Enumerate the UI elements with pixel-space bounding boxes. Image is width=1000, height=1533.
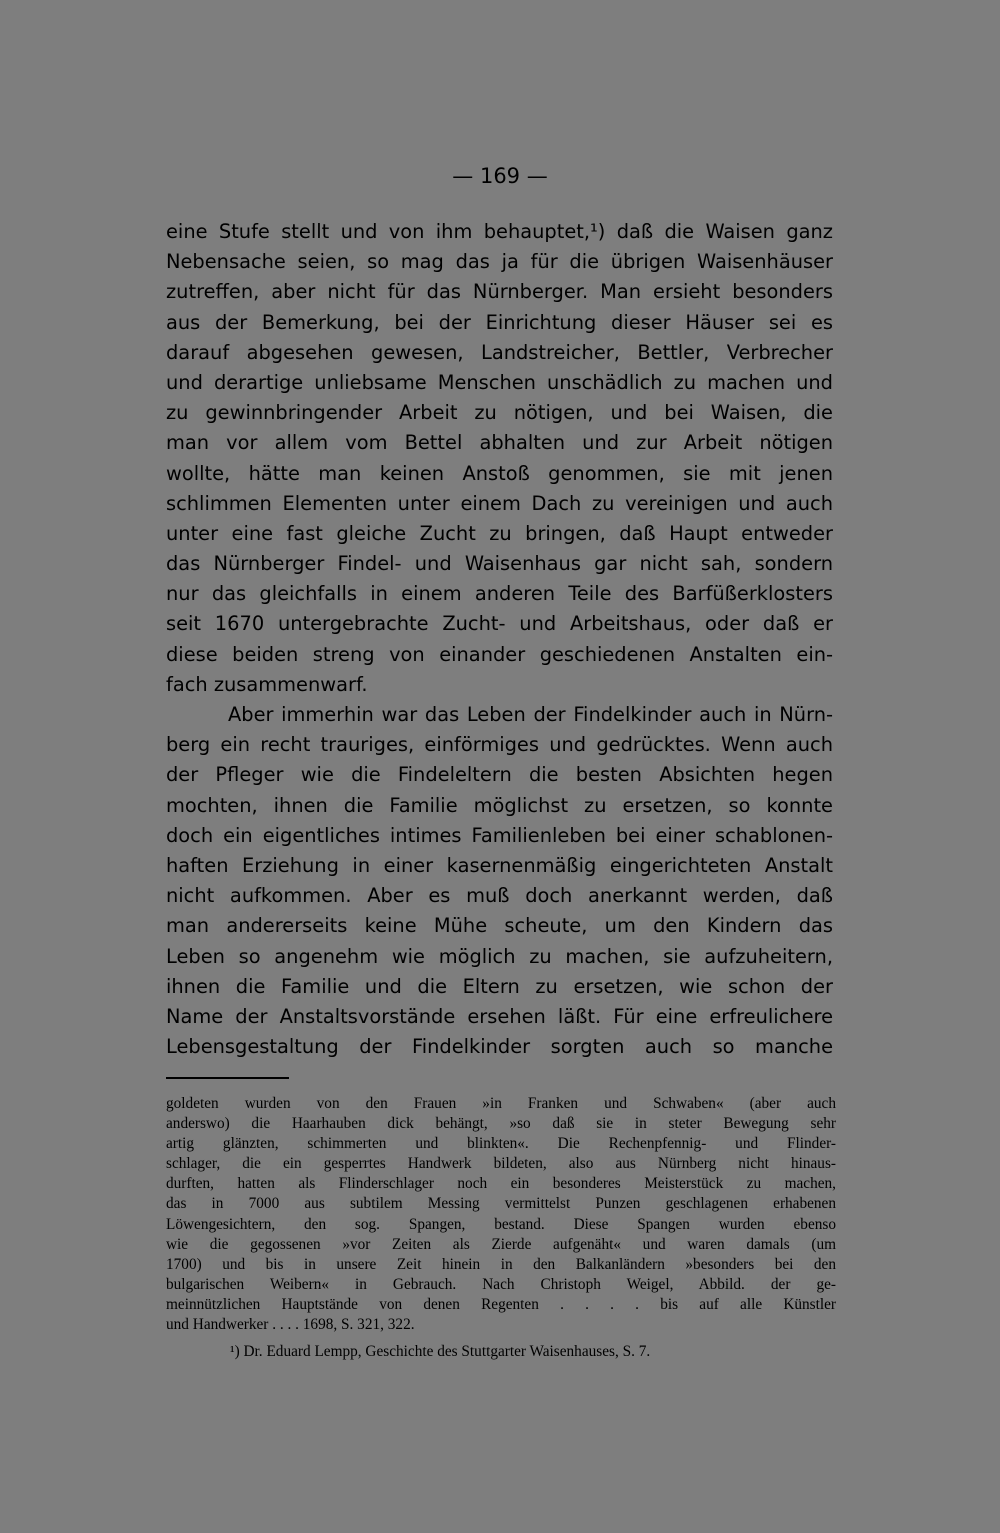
text-line: aus der Bemerkung, bei der Einrichtung dieser Häuser sei es <box>166 310 833 334</box>
text-line: und derartige unliebsame Menschen unschädlich zu machen und <box>166 370 833 394</box>
footnote-line: artig glänzten, schimmerten und blinkten«. Die Rechenpfennig- und Flinder- <box>166 1135 836 1153</box>
footnote-divider <box>166 1077 289 1079</box>
footnote-line: bulgarischen Weibern« in Gebrauch. Nach Christoph Weigel, Abbild. der ge- <box>166 1275 836 1293</box>
text-line: zu gewinnbringender Arbeit zu nötigen, und bei Waisen, die <box>166 401 833 425</box>
text-line: haften Erziehung in einer kasernenmäßig eingerichteten Anstalt <box>166 853 833 877</box>
text-line: nur das gleichfalls in einem anderen Teile des Barfüßerklosters <box>166 582 833 606</box>
text-line: der Pfleger wie die Findeleltern die besten Absichten hegen <box>166 763 833 787</box>
footnote-line: das in 7000 aus subtilem Messing vermittelst Punzen geschlagenen erhabenen <box>166 1195 836 1213</box>
footnote-line: schlager, die ein gesperrtes Handwerk bildeten, also aus Nürnberg nicht hinaus- <box>166 1155 836 1173</box>
text-line: fach zusammenwarf. <box>166 672 368 696</box>
text-line: wollte, hätte man keinen Anstoß genommen, sie mit jenen <box>166 461 833 485</box>
text-line: seit 1670 untergebrachte Zucht- und Arbeitshaus, oder daß er <box>166 612 833 636</box>
footnote-line: anderswo) die Haarhauben dick behängt, »so daß sie in steter Bewegung sehr <box>166 1115 836 1133</box>
page-number: — 169 — <box>452 164 548 188</box>
text-line: man vor allem vom Bettel abhalten und zur Arbeit nötigen <box>166 431 833 455</box>
text-line: eine Stufe stellt und von ihm behauptet,¹) daß die Waisen ganz <box>166 220 833 243</box>
footnote-line: goldeten wurden von den Frauen »in Franken und Schwaben« (aber auch <box>166 1095 836 1112</box>
footnote-line: meinnützlichen Hauptstände von denen Regenten . . . . bis auf alle Künstler <box>166 1295 836 1313</box>
footnote-line: durften, hatten als Flinderschlager noch ein besonderes Meisterstück zu machen, <box>166 1175 836 1193</box>
footnote-line: 1700) und bis in unsere Zeit hinein in den Balkanländern »besonders bei den <box>166 1255 836 1273</box>
text-line: schlimmen Elementen unter einem Dach zu vereinigen und auch <box>166 491 833 515</box>
text-line: darauf abgesehen gewesen, Landstreicher, Bettler, Verbrecher <box>166 340 833 364</box>
text-line: mochten, ihnen die Familie möglichst zu ersetzen, so konnte <box>166 793 833 817</box>
footnote-line: und Handwerker . . . . 1698, S. 321, 322. <box>166 1316 415 1334</box>
text-line: Name der Anstaltsvorstände ersehen läßt. Für eine erfreulichere <box>166 1004 833 1028</box>
footnote-line: wie die gegossenen »vor Zeiten als Zierde aufgenäht« und waren damals (um <box>166 1235 836 1253</box>
text-line: ihnen die Familie und die Eltern zu ersetzen, wie schon der <box>166 974 833 998</box>
footnotes-block <box>166 1094 836 1362</box>
text-line: Lebensgestaltung der Findelkinder sorgten auch so manche <box>166 1035 833 1059</box>
text-line: zutreffen, aber nicht für das Nürnberger. Man ersieht besonders <box>166 280 833 304</box>
text-line: unter eine fast gleiche Zucht zu bringen, daß Haupt entweder <box>166 521 833 545</box>
text-line: Aber immerhin war das Leben der Findelkinder auch in Nürn- <box>228 703 833 726</box>
text-line: man andererseits keine Mühe scheute, um den Kindern das <box>166 914 833 938</box>
footnote-1: ¹) Dr. Eduard Lempp, Geschichte des Stuttgarter Waisenhauses, S. 7. <box>230 1343 651 1361</box>
text-line: doch ein eigentliches intimes Familienleben bei einer schablonen- <box>166 823 833 847</box>
text-line: berg ein recht trauriges, einförmiges und gedrücktes. Wenn auch <box>166 733 833 757</box>
main-text-block <box>166 217 833 1062</box>
text-line: das Nürnberger Findel- und Waisenhaus gar nicht sah, sondern <box>166 552 833 576</box>
text-line: diese beiden streng von einander geschiedenen Anstalten ein- <box>166 642 833 666</box>
text-line: nicht aufkommen. Aber es muß doch anerkannt werden, daß <box>166 884 833 908</box>
text-line: Leben so angenehm wie möglich zu machen, sie aufzuheitern, <box>166 944 833 968</box>
text-line: Nebensache seien, so mag das ja für die übrigen Waisenhäuser <box>166 250 833 274</box>
footnote-line: Löwengesichtern, den sog. Spangen, bestand. Diese Spangen wurden ebenso <box>166 1215 836 1233</box>
